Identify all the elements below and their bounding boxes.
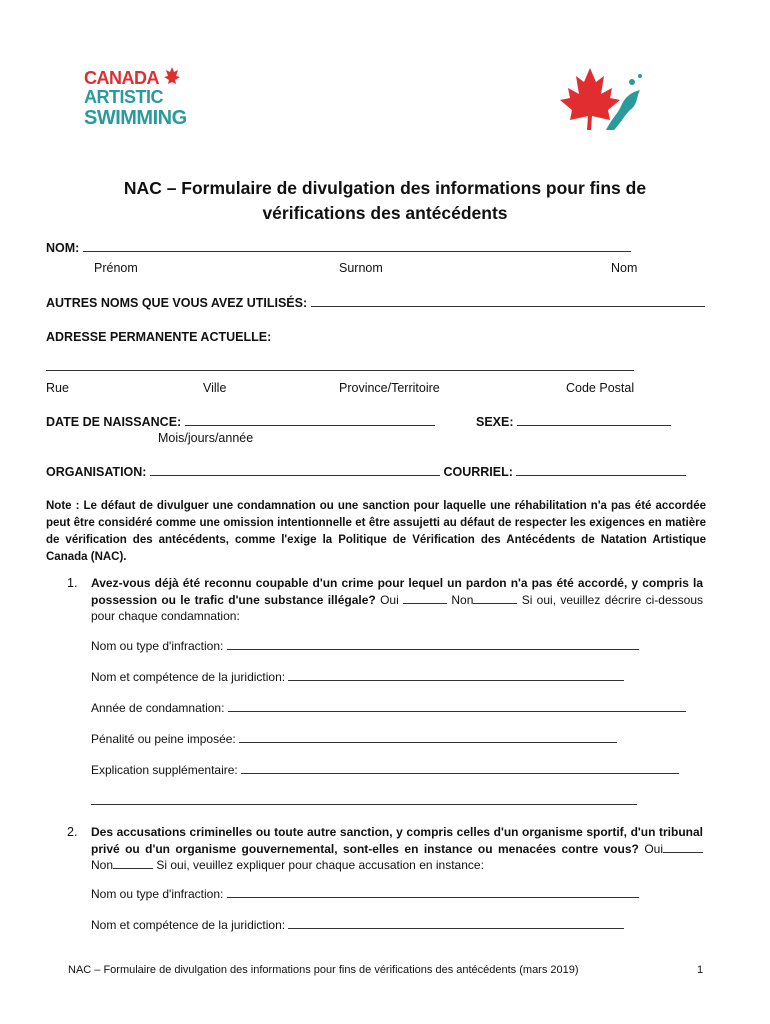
maple-leaf-icon: [560, 64, 644, 134]
maple-leaf-wave-logo: [560, 64, 644, 134]
question-2-bold: Des accusations criminelles ou toute autre sanction, y compris celles d'un organisme sportif, d'un tribunal privé ou d'un organisme gouvernemental, sont-elles en instance ou menacées contre vous?: [91, 825, 703, 856]
q1-extra-line-row: [91, 794, 637, 808]
question-1-rest: Si oui, veuillez décrire ci-dessous pour chaque condamnation:: [91, 592, 703, 623]
courriel-field[interactable]: [516, 465, 686, 476]
logo-line-1: CANADA: [84, 68, 159, 88]
adresse-line-row: [46, 360, 634, 374]
nom-sub-surnom: Surnom: [339, 261, 383, 275]
question-2-non-field[interactable]: [113, 858, 153, 869]
q2-field-infraction-line[interactable]: [227, 887, 639, 898]
q1-field-juridiction-line[interactable]: [288, 670, 624, 681]
q1-field-penalite: [91, 732, 617, 746]
nom-label: NOM:: [46, 241, 80, 255]
organisation-label: ORGANISATION:: [46, 465, 147, 479]
q1-field-penalite-line[interactable]: [239, 732, 617, 743]
adresse-sub-province: Province/Territoire: [339, 381, 440, 395]
question-1-oui-label: Oui: [380, 592, 399, 607]
autres-noms-field[interactable]: [311, 296, 705, 307]
autres-noms-label: AUTRES NOMS QUE VOUS AVEZ UTILISÉS:: [46, 296, 308, 310]
q1-field-explication-line[interactable]: [241, 763, 679, 774]
adresse-sub-rue: Rue: [46, 381, 69, 395]
question-2-rest: Si oui, veuillez expliquer pour chaque accusation en instance:: [156, 858, 484, 872]
question-1-number: 1.: [67, 576, 78, 590]
question-1-text: [91, 575, 703, 625]
q1-field-penalite-label: Pénalité ou peine imposée:: [91, 732, 236, 746]
adresse-field[interactable]: [46, 360, 634, 371]
question-1-bold: Avez-vous déjà été reconnu coupable d'un crime pour lequel un pardon n'a pas été accordé, y compris la possession ou le trafic d'une substance illégale?: [91, 576, 703, 607]
q1-field-infraction-label: Nom ou type d'infraction:: [91, 639, 224, 653]
q2-field-juridiction-label: Nom et compétence de la juridiction:: [91, 918, 286, 932]
page-number: 1: [697, 964, 704, 976]
naissance-row: [46, 415, 435, 429]
question-2-oui-label: Oui: [644, 841, 663, 856]
question-1-non-field[interactable]: [473, 593, 517, 604]
q2-field-juridiction: [91, 918, 624, 932]
courriel-label: COURRIEL:: [443, 465, 513, 479]
organisation-field[interactable]: [150, 465, 440, 476]
title-line-2: vérifications des antécédents: [262, 203, 508, 223]
q1-field-infraction: [91, 639, 639, 653]
q1-field-annee: [91, 701, 686, 715]
footer-text: NAC – Formulaire de divulgation des informations pour fins de vérifications des antécédents (mars 2019): [68, 964, 579, 976]
q2-field-infraction-label: Nom ou type d'infraction:: [91, 887, 224, 901]
adresse-label: ADRESSE PERMANENTE ACTUELLE:: [46, 330, 272, 344]
adresse-sub-code-postal: Code Postal: [566, 381, 635, 395]
logo-line-2: ARTISTIC: [84, 87, 163, 107]
q1-field-explication-label: Explication supplémentaire:: [91, 763, 238, 777]
maple-leaf-small-icon: [162, 66, 182, 88]
question-2-oui-field[interactable]: [663, 842, 703, 853]
nom-row: [46, 241, 631, 255]
naissance-field[interactable]: [185, 415, 435, 426]
adresse-label-row: [46, 330, 271, 344]
autres-noms-row: [46, 296, 705, 310]
q2-field-infraction: [91, 887, 639, 901]
question-1-oui-field[interactable]: [403, 593, 447, 604]
q1-extra-line[interactable]: [91, 794, 637, 805]
question-2-non-label: Non: [91, 858, 114, 872]
q1-field-juridiction: [91, 670, 624, 684]
logo-line-3: SWIMMING: [84, 107, 187, 129]
sexe-field[interactable]: [517, 415, 671, 426]
question-2-number: 2.: [67, 825, 78, 839]
q1-field-annee-line[interactable]: [228, 701, 686, 712]
form-title: [60, 176, 710, 226]
q2-field-juridiction-line[interactable]: [288, 918, 624, 929]
nom-field[interactable]: [83, 241, 631, 252]
disclosure-note: Note : Le défaut de divulguer une condamnation ou une sanction pour laquelle une réhabilitation n'a pas été accordée peut être considéré comme une omission intentionnelle et être assujetti au défaut de respecter les exigences en matière de vérification des antécédents, comme l'exige la Politique de Vérification des Antécédents de Natation Artistique Canada (NAC).: [46, 500, 706, 563]
organisation-row: [46, 465, 686, 479]
q1-field-annee-label: Année de condamnation:: [91, 701, 225, 715]
naissance-sub: Mois/jours/année: [158, 431, 254, 445]
question-2-text: [91, 824, 703, 874]
q1-field-explication: [91, 763, 679, 777]
nom-sub-prenom: Prénom: [94, 261, 138, 275]
canada-artistic-swimming-logo: [84, 66, 194, 132]
sexe-label: SEXE:: [476, 415, 514, 429]
naissance-label: DATE DE NAISSANCE:: [46, 415, 182, 429]
adresse-sub-ville: Ville: [203, 381, 227, 395]
question-1-non-label: Non: [451, 592, 474, 607]
nom-sub-nom: Nom: [611, 261, 638, 275]
title-line-1: NAC – Formulaire de divulgation des informations pour fins de: [123, 178, 647, 198]
q1-field-infraction-line[interactable]: [227, 639, 639, 650]
q1-field-juridiction-label: Nom et compétence de la juridiction:: [91, 670, 286, 684]
sexe-row: [476, 415, 671, 429]
